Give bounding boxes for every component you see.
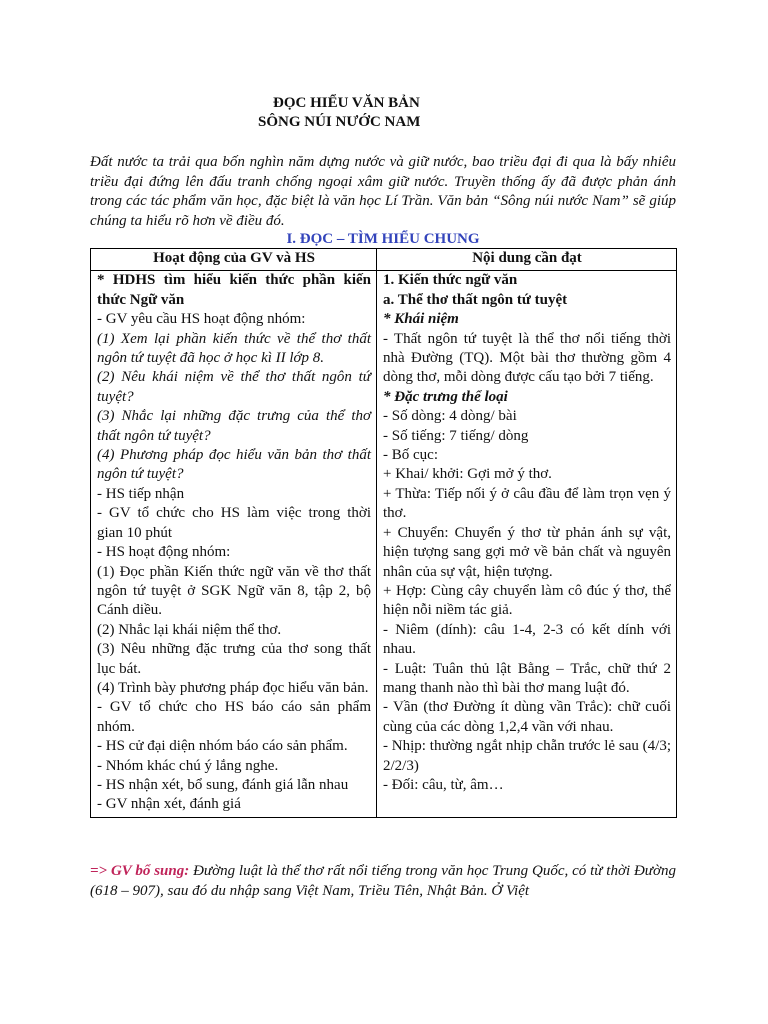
section-heading: I. ĐỌC – TÌM HIỂU CHUNG [286,231,480,247]
activity-line: - HS cử đại diện nhóm báo cáo sản phẩm. [97,738,348,755]
footer-note [90,862,676,901]
content-line: a. Thể thơ thất ngôn tứ tuyệt [383,291,568,308]
content-line: * Đặc trưng thể loại [383,388,508,405]
activity-line: - GV yêu cầu HS hoạt động nhóm: [97,311,306,328]
activity-line: (1) Đọc phần Kiến thức ngữ văn về thơ thất ngôn tứ tuyệt ở SGK Ngữ văn 8, tập 2, bộ Cánh diều. [97,563,371,619]
content-line: - Số tiếng: 7 tiếng/ dòng [383,427,529,444]
content-line: 1. Kiến thức ngữ văn [383,272,518,289]
header-content: Nội dung cần đạt [377,249,677,271]
document-subtitle: SÔNG NÚI NƯỚC NAM [258,114,421,130]
activity-line: - HS tiếp nhận [97,485,185,502]
activity-line: - GV nhận xét, đánh giá [97,796,241,813]
content-line: + Khai/ khởi: Gợi mở ý thơ. [383,466,552,483]
activity-table [90,248,677,818]
activity-line: - GV tổ chức cho HS làm việc trong thời gian 10 phút [97,505,371,541]
header-activities: Hoạt động của GV và HS [91,249,377,271]
content-line: + Hợp: Cùng cây chuyển làm cô đúc ý thơ, thể hiện nỗi niềm tác giả. [383,582,671,619]
content-line: - Niêm (dính): câu 1-4, 2-3 có kết dính với nhau. [383,621,671,658]
activities-cell [91,271,377,817]
content-line: + Thừa: Tiếp nối ý ở câu đầu để làm trọn vẹn ý thơ. [383,485,671,522]
content-line: + Chuyển: Chuyển ý thơ từ phản ánh sự vật, hiện tượng sang gợi mở về bản chất và nguyên nhân của sự vật, hiện tượng. [383,524,671,580]
activity-line: (2) Nhắc lại khái niệm thể thơ. [97,621,282,638]
content-line: - Đối: câu, từ, âm… [383,776,504,793]
activity-line: * HDHS tìm hiểu kiến thức phần kiến thức Ngữ văn [97,272,371,308]
activity-line: - Nhóm khác chú ý lắng nghe. [97,757,279,774]
activity-line: (1) Xem lại phần kiến thức về thể thơ thất ngôn tứ tuyệt đã học ở học kì II lớp 8. [97,330,371,367]
content-line: - Bố cục: [383,447,438,464]
activity-line: (4) Phương pháp đọc hiểu văn bản thơ thất ngôn tứ tuyệt? [97,447,371,483]
table-header-row [91,249,677,271]
document-title: ĐỌC HIỂU VĂN BẢN [273,95,420,111]
intro-paragraph: Đất nước ta trải qua bốn nghìn năm dựng nước và giữ nước, bao triều đại đi qua là bấy nhiêu triều đại đứng lên đấu tranh chống ngoại xâm giữ nước. Truyền thống ấy đã được phản ánh trong các tác phẩm văn học, đặc biệt là văn học Lí Trần. Văn bản “Sông núi nước Nam” sẽ giúp chúng ta hiểu rõ hơn về điều đó. [90,154,676,229]
content-line: - Nhịp: thường ngắt nhịp chẵn trước lẻ sau (4/3; 2/2/3) [383,738,671,774]
table-row [91,271,677,817]
content-line: - Thất ngôn tứ tuyệt là thể thơ nổi tiếng thời nhà Đường (TQ). Một bài thơ thường gồm 4 dòng thơ, mỗi dòng được cấu tạo bởi 7 tiếng. [383,330,671,386]
activity-line: (3) Nêu những đặc trưng của thơ song thất lục bát. [97,641,371,677]
footer-text: Đường luật là thể thơ rất nổi tiếng trong văn học Trung Quốc, có từ thời Đường (618 – 907), sau đó du nhập sang Việt Nam, Triều Tiên, Nhật Bản. Ở Việt [90,863,676,899]
activity-line: (3) Nhắc lại những đặc trưng của thể thơ thất ngôn tứ tuyệt? [97,408,371,444]
content-line: - Số dòng: 4 dòng/ bài [383,408,517,425]
footer-lead: => GV bổ sung: [90,863,190,879]
activity-line: (2) Nêu khái niệm về thể thơ thất ngôn tứ tuyệt? [97,369,371,405]
activity-line: - GV tổ chức cho HS báo cáo sản phẩm nhóm. [97,699,371,735]
content-cell [377,271,677,817]
activity-line: - HS hoạt động nhóm: [97,544,231,561]
activity-line: (4) Trình bày phương pháp đọc hiểu văn bản. [97,679,369,696]
activity-line: - HS nhận xét, bổ sung, đánh giá lẫn nhau [97,776,349,793]
content-line: * Khái niệm [383,311,459,328]
content-line: - Luật: Tuân thủ lật Bằng – Trắc, chữ thứ 2 mang thanh nào thì bài thơ mang luật đó. [383,660,671,696]
content-line: - Vần (thơ Đường ít dùng vần Trắc): chữ cuối cùng của các dòng 1,2,4 vần với nhau. [383,699,671,735]
